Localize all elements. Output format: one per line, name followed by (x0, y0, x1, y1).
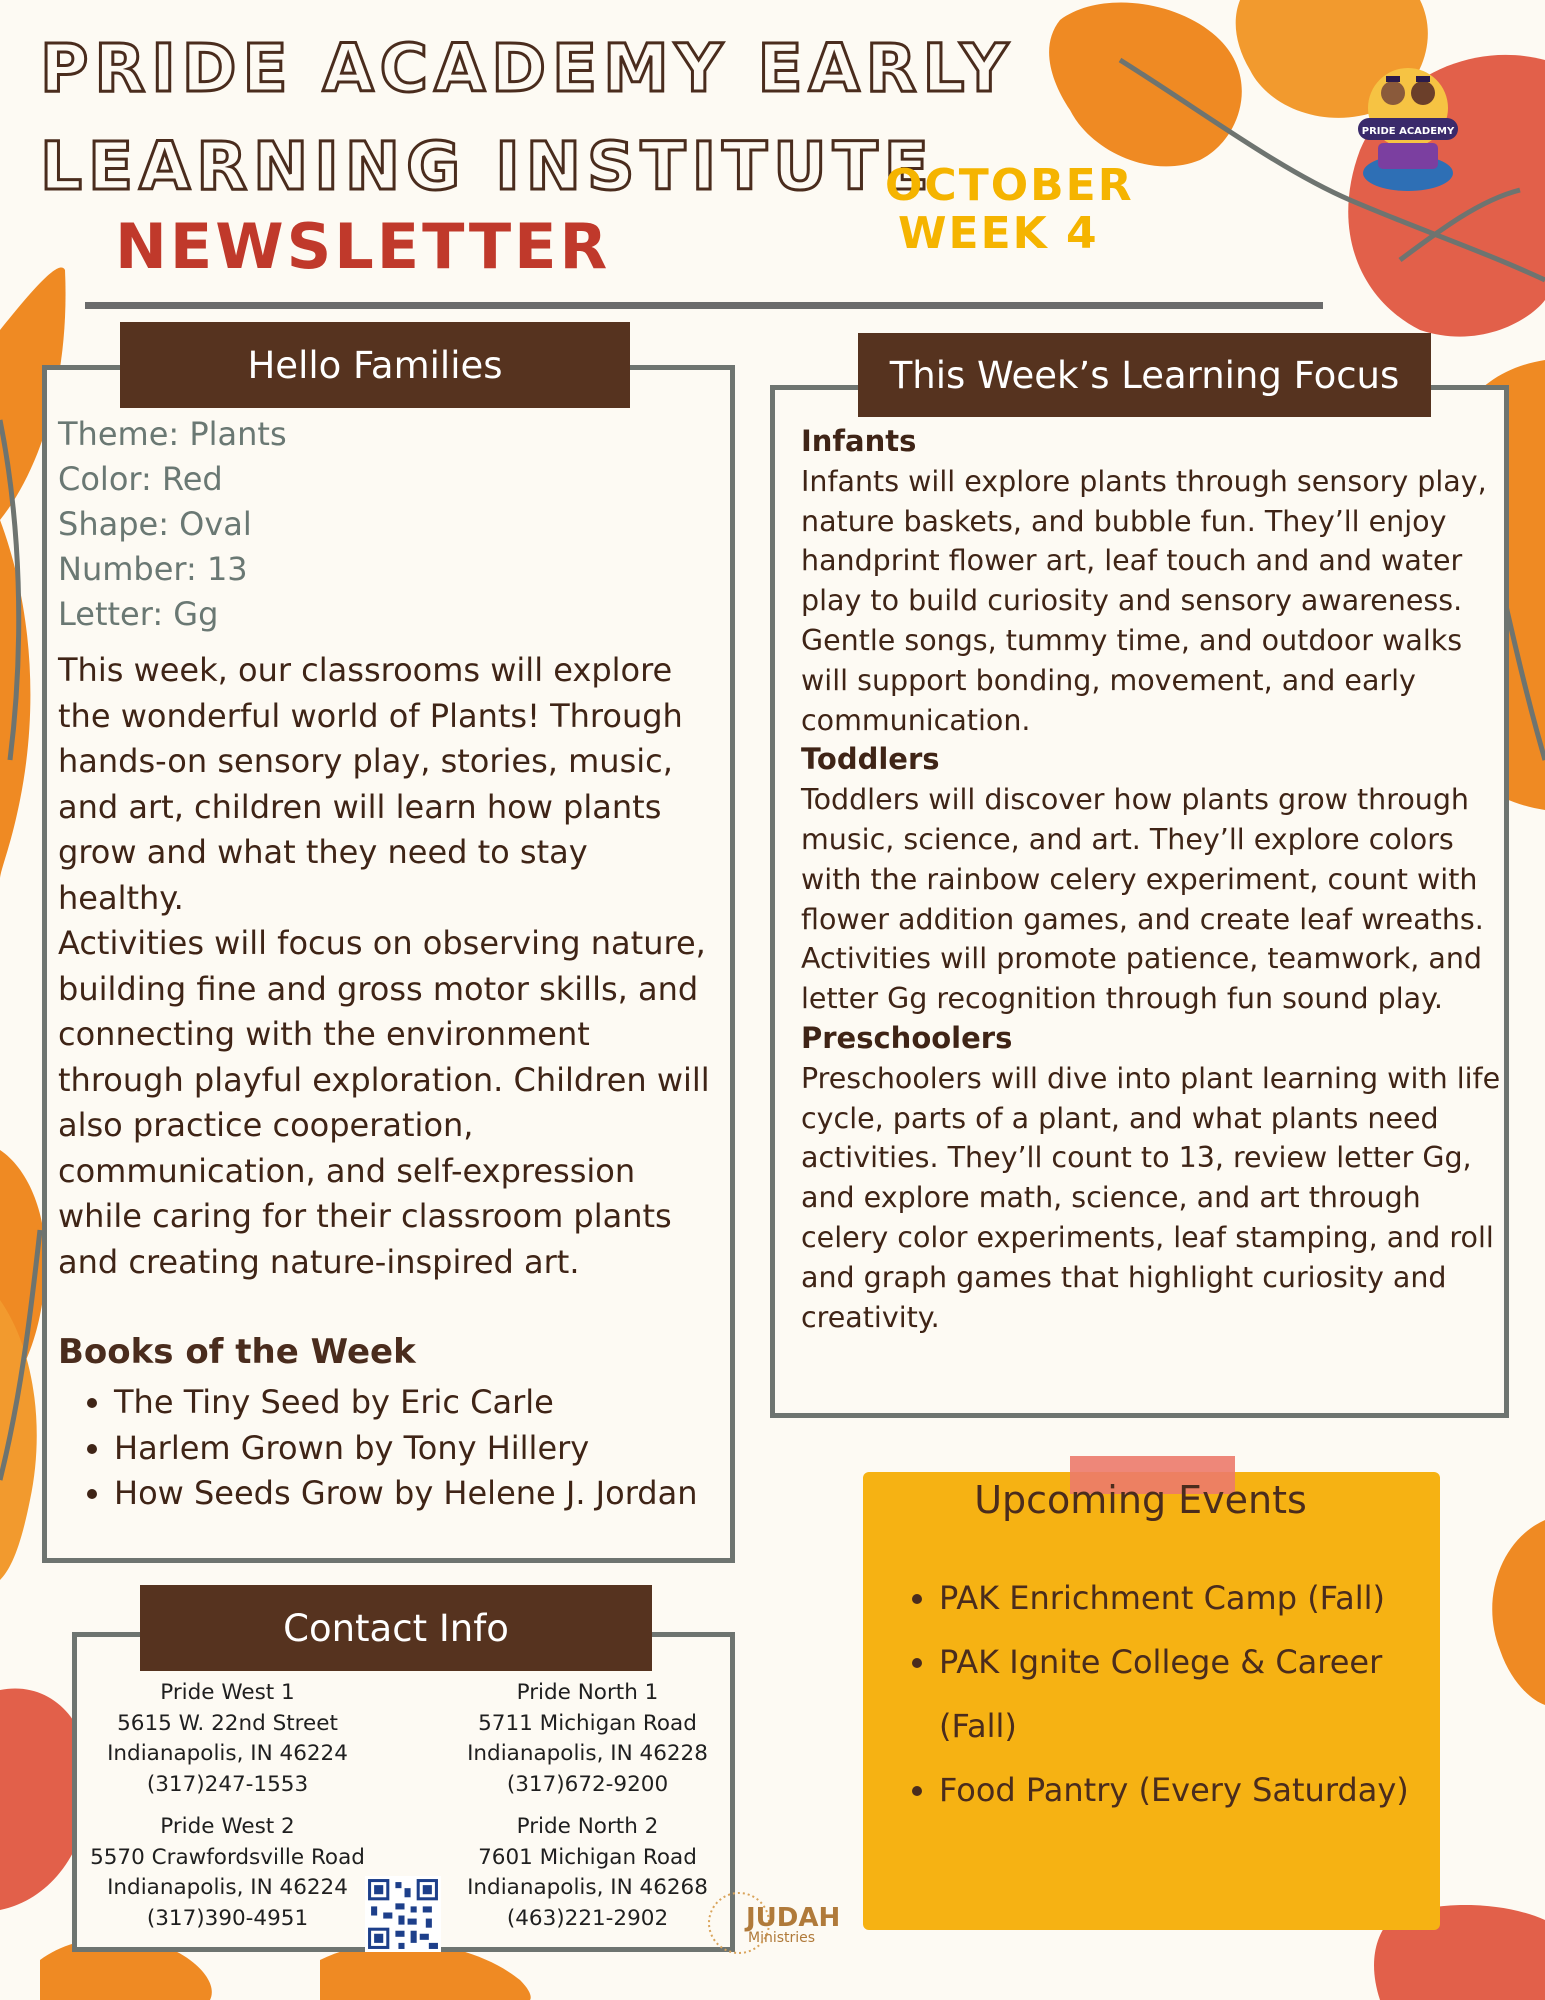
shape-item: Shape: Oval (58, 505, 252, 543)
title-line-2: LEARNING INSTITUTE (40, 128, 935, 205)
location-phone[interactable]: (317)390-4951 (146, 1905, 309, 1931)
learning-focus-heading: This Week’s Learning Focus (858, 333, 1431, 417)
title-line-1: PRIDE ACADEMY EARLY (40, 30, 1015, 107)
location-street: 5615 W. 22nd Street (117, 1710, 338, 1736)
infants-text: Infants will explore plants through sensory play, nature baskets, and bubble fun. They’ll enjoy handprint flower art, leaf touch and and water play to build curiosity and sensory awareness. Gentle songs, tummy time, and outdoor walks will support bonding, movement, and early communication. (801, 464, 1487, 737)
issue-week: WEEK 4 (898, 208, 1099, 259)
theme-item: Theme: Plants (58, 415, 287, 453)
location-street: 5711 Michigan Road (478, 1710, 697, 1736)
leaf-orange-right-low (1492, 1520, 1545, 1705)
contact-info-heading: Contact Info (140, 1585, 652, 1671)
location-city: Indianapolis, IN 46228 (467, 1741, 708, 1766)
book-item: • How Seeds Grow by Helene J. Jordan (114, 1471, 718, 1517)
judah-logo-text: JUDAH (746, 1903, 841, 1933)
newsletter-label: NEWSLETTER (115, 210, 611, 283)
books-list (58, 1380, 718, 1517)
upcoming-events-heading: Upcoming Events (974, 1478, 1307, 1522)
address-pride-north-2 (445, 1812, 730, 1934)
infants-heading: Infants (801, 424, 917, 458)
issue-month: OCTOBER (885, 160, 1134, 211)
address-pride-west-1 (90, 1678, 365, 1800)
hello-paragraph (58, 648, 723, 1285)
address-pride-north-1 (445, 1678, 730, 1800)
hello-paragraph-1: This week, our classrooms will explore the wonderful world of Plants! Through hands-on sensory play, stories, music, and art, children will learn how plants grow and what they need to stay healthy. (58, 651, 683, 917)
toddlers-heading: Toddlers (801, 742, 940, 777)
color-item: Color: Red (58, 460, 223, 498)
location-city: Indianapolis, IN 46224 (107, 1741, 348, 1766)
judah-logo-subtext: Ministries (748, 1930, 816, 1946)
location-city: Indianapolis, IN 46268 (467, 1875, 708, 1900)
location-name: Pride West 2 (160, 1814, 295, 1839)
pride-academy-logo (1338, 48, 1478, 198)
hello-paragraph-2: Activities will focus on observing nature, building fine and gross motor skills, and connecting with the environment through playful exploration. Children will also practice cooperation, communication, and self-expression while caring for their classroom plants and creating nature-inspired art. (58, 924, 710, 1281)
location-phone[interactable]: (317)247-1553 (146, 1771, 309, 1797)
learning-focus-content (801, 422, 1506, 1337)
weekly-theme-list (58, 412, 287, 637)
logo-text: PRIDE ACADEMY (1361, 126, 1455, 137)
location-name: Pride North 1 (516, 1680, 659, 1705)
event-item: • PAK Ignite College & Career (Fall) (939, 1630, 1435, 1758)
judah-ministries-logo (706, 1890, 846, 1956)
book-item: • The Tiny Seed by Eric Carle (114, 1380, 718, 1426)
location-name: Pride West 1 (160, 1680, 295, 1705)
location-street: 5570 Crawfordsville Road (90, 1844, 365, 1870)
event-item: • PAK Enrichment Camp (Fall) (939, 1566, 1435, 1630)
address-pride-west-2 (85, 1812, 370, 1934)
preschoolers-text: Preschoolers will dive into plant learning with life cycle, parts of a plant, and what plants need activities. They’ll count to 13, review letter Gg, and explore math, science, and art through celery color experiments, leaf stamping, and roll and graph games that highlight curiosity and creativity. (801, 1061, 1501, 1334)
header-divider (85, 302, 1323, 309)
preschoolers-heading: Preschoolers (801, 1020, 1013, 1055)
books-heading: Books of the Week (58, 1332, 416, 1372)
event-item: • Food Pantry (Every Saturday) (939, 1758, 1435, 1822)
location-phone[interactable]: (317)672-9200 (506, 1771, 669, 1797)
location-name: Pride North 2 (516, 1814, 659, 1839)
book-item: • Harlem Grown by Tony Hillery (114, 1426, 718, 1472)
qr-code-icon[interactable] (365, 1876, 441, 1952)
hello-families-heading: Hello Families (120, 322, 630, 408)
toddlers-text: Toddlers will discover how plants grow through music, science, and art. They’ll explore colors with the rainbow celery experiment, count with flower addition games, and create leaf wreaths. Activities will promote patience, teamwork, and letter Gg recognition through fun sound play. (801, 783, 1484, 1016)
location-phone[interactable]: (463)221-2902 (506, 1905, 669, 1931)
number-item: Number: 13 (58, 550, 248, 588)
leaf-orange-top-right-1 (1049, 3, 1242, 167)
issue-date (885, 162, 1134, 258)
location-city: Indianapolis, IN 46224 (107, 1875, 348, 1900)
letter-item: Letter: Gg (58, 595, 219, 633)
upcoming-events-list (875, 1566, 1435, 1822)
location-street: 7601 Michigan Road (478, 1844, 697, 1870)
